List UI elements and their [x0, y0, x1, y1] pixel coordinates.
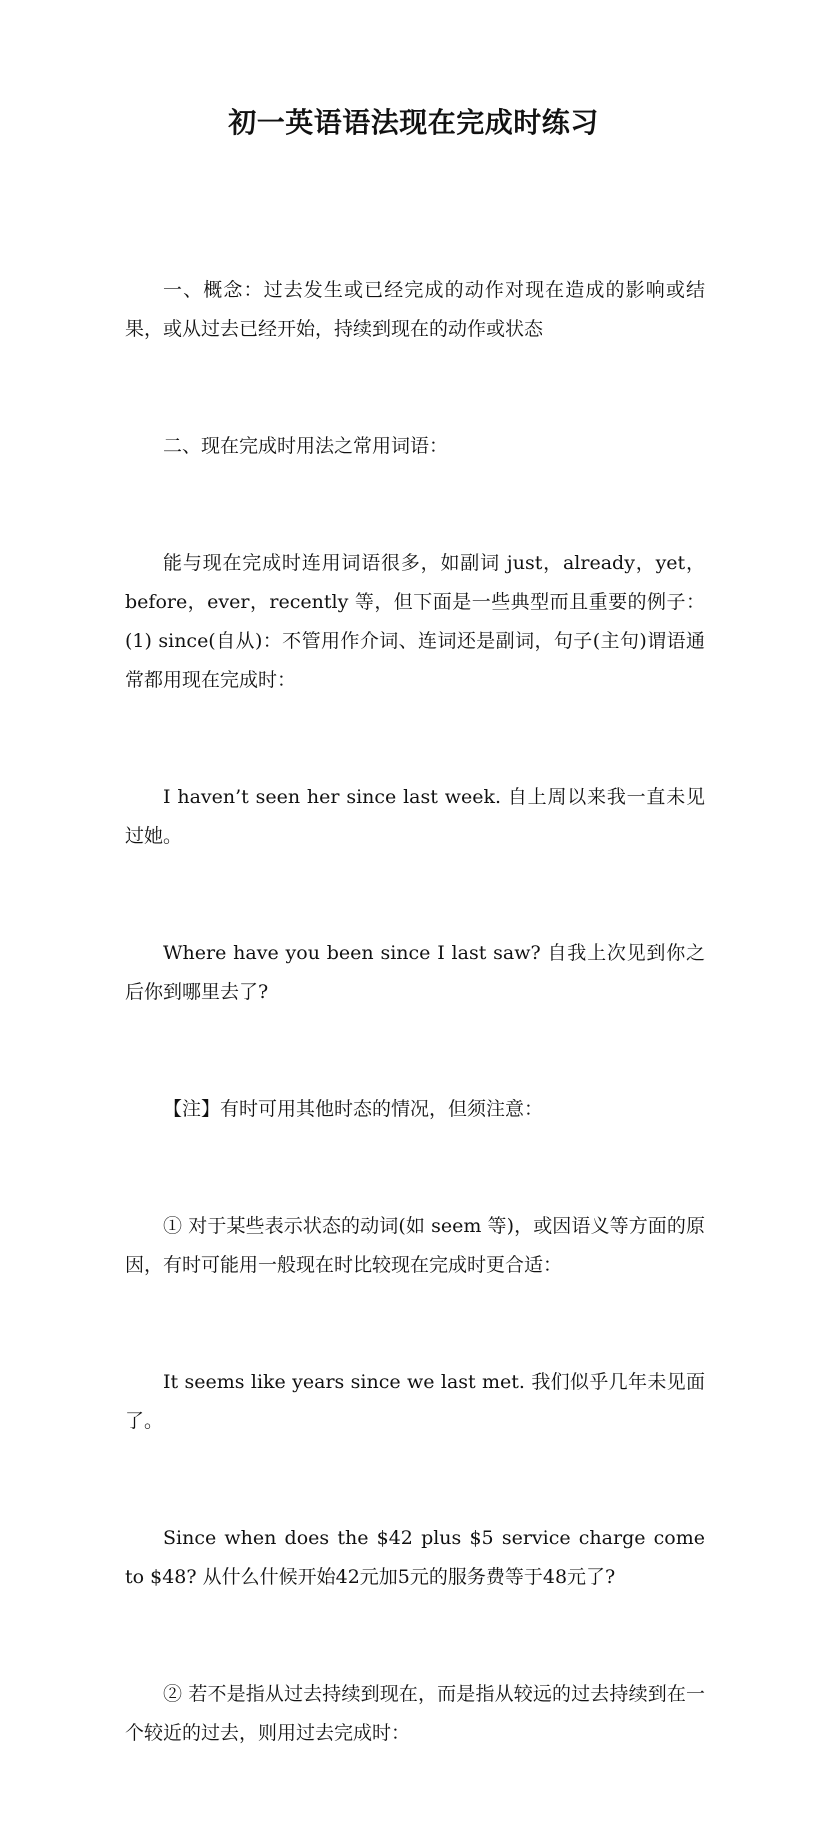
paragraph-note: 【注】有时可用其他时态的情况，但须注意：	[163, 1098, 544, 1120]
paragraph-note-2: ② 若不是指从过去持续到现在，而是指从较远的过去持续到在一个较近的过去，则用过去完成时：	[125, 1683, 705, 1744]
document-body	[125, 193, 712, 1831]
paragraph-example-3: It seems like years since we last met. 我们似乎几年未见面了。	[125, 1371, 705, 1432]
paragraph-note-1: ① 对于某些表示状态的动词(如 seem 等)，或因语义等方面的原因，有时可能用一般现在时比较现在完成时更合适：	[125, 1215, 705, 1276]
document-title: 初一英语语法现在完成时练习	[228, 106, 599, 139]
paragraph-common-words: 能与现在完成时连用词语很多，如副词 just，already，yet，before，ever，recently 等，但下面是一些典型而且重要的例子：(1) since(自从)：不管用作介词、连词还是副词，句子(主句)谓语通常都用现在完成时：	[125, 552, 705, 691]
paragraph-example-1: I haven’t seen her since last week. 自上周以来我一直未见过她。	[125, 786, 705, 847]
paragraph-example-4: Since when does the $42 plus $5 service charge come to $48? 从什么什候开始42元加5元的服务费等于48元了?	[125, 1527, 712, 1588]
paragraph-example-2: Where have you been since I last saw? 自我上次见到你之后你到哪里去了?	[125, 942, 705, 1003]
paragraph-concept: 一、概念：过去发生或已经完成的动作对现在造成的影响或结果，或从过去已经开始，持续到现在的动作或状态	[125, 279, 705, 340]
paragraph-usage-heading: 二、现在完成时用法之常用词语：	[163, 435, 449, 457]
